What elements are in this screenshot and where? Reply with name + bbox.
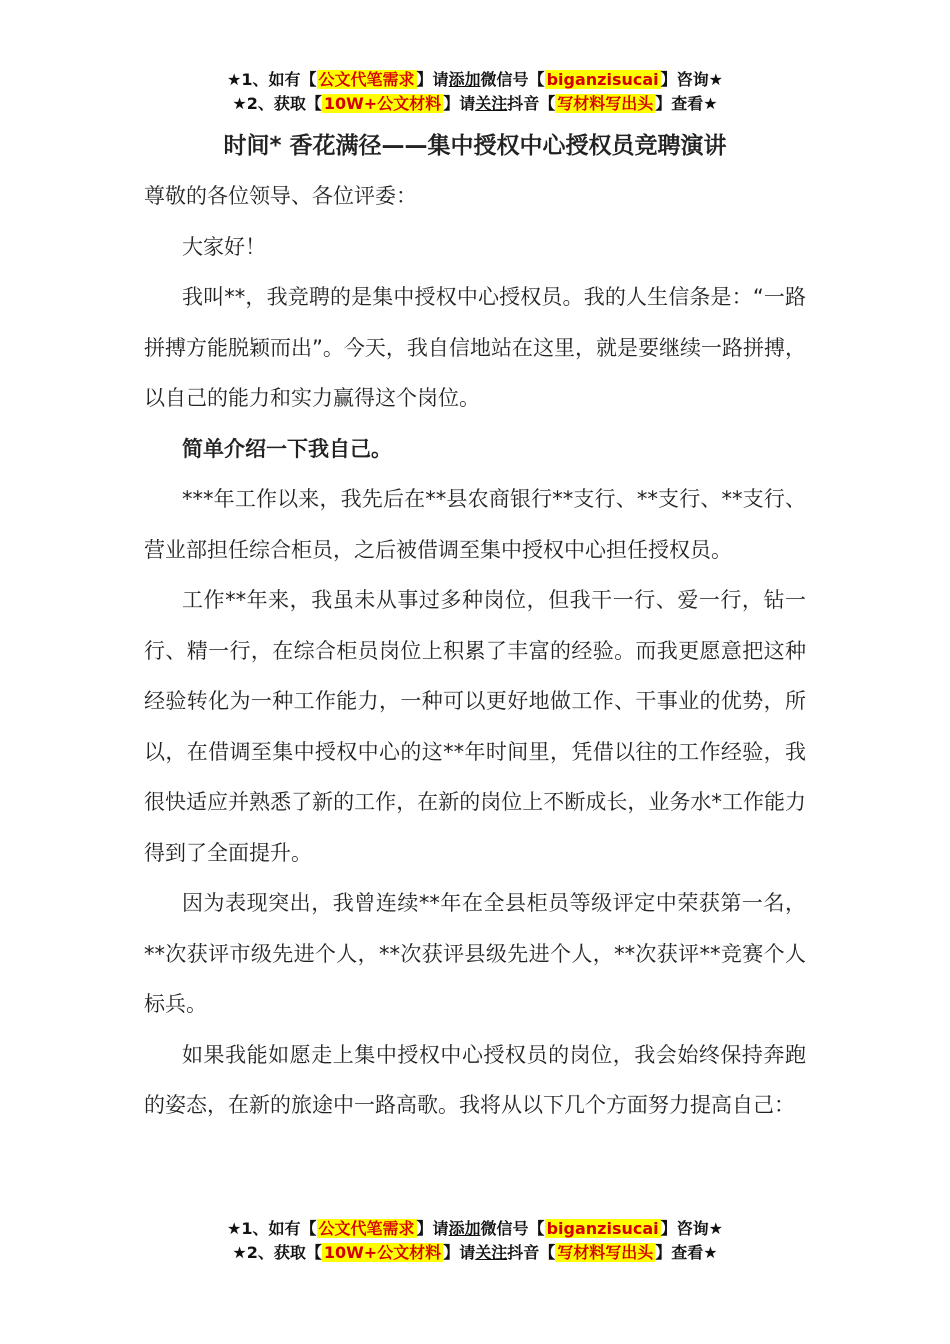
banner-text: 抖音【: [507, 1243, 556, 1262]
banner-underlined-text: 添加: [448, 1219, 481, 1238]
banner-text: 】请: [416, 1219, 449, 1238]
section-heading: 简单介绍一下我自己。: [182, 436, 392, 461]
banner-underlined-text: 关注: [475, 94, 508, 113]
salutation-paragraph: 尊敬的各位领导、各位评委：: [144, 184, 417, 208]
banner-text: 抖音【: [507, 94, 556, 113]
banner-text: 微信号【: [480, 70, 545, 89]
footer-banner: [0, 1217, 950, 1265]
body-paragraph: 因为表现突出，我曾连续**年在全县柜员等级评定中荣获第一名，**次获评市级先进个人，**次获评县级先进个人，**次获评**竞赛个人标兵。: [144, 891, 806, 1016]
banner-text: ★2、获取【: [232, 94, 322, 113]
banner-douyin-id: 写材料写出头: [557, 94, 654, 113]
document-body: [144, 171, 806, 1131]
banner-text: 】咨询★: [660, 1219, 723, 1238]
banner-text: 】查看★: [655, 94, 718, 113]
banner-highlight: 10W+公文材料: [323, 94, 442, 113]
banner-text: 】查看★: [655, 1243, 718, 1262]
body-paragraph: ***年工作以来，我先后在**县农商银行**支行、**支行、**支行、营业部担任综合柜员，之后被借调至集中授权中心担任授权员。: [144, 487, 806, 562]
banner-underlined-text: 添加: [448, 70, 481, 89]
banner-douyin-id: 写材料写出头: [557, 1243, 654, 1262]
banner-underlined-text: 关注: [475, 1243, 508, 1262]
banner-line-2: [0, 92, 950, 116]
banner-line-1: [0, 1217, 950, 1241]
body-paragraph: 工作**年来，我虽未从事过多种岗位，但我干一行、爱一行，钻一行、精一行，在综合柜员岗位上积累了丰富的经验。而我更愿意把这种经验转化为一种工作能力，一种可以更好地做工作、干事业的优势，所以，在借调至集中授权中心的这**年时间里，凭借以往的工作经验，我很快适应并熟悉了新的工作，在新的岗位上不断成长，业务水*工作能力得到了全面提升。: [144, 588, 806, 865]
banner-text: 】请: [416, 70, 449, 89]
banner-line-1: [0, 68, 950, 92]
banner-text: 】请: [443, 94, 476, 113]
banner-text: 】请: [443, 1243, 476, 1262]
banner-wechat-id: biganzisucai: [546, 1219, 659, 1238]
banner-text: 】咨询★: [660, 70, 723, 89]
banner-text: 微信号【: [480, 1219, 545, 1238]
banner-wechat-id: biganzisucai: [546, 70, 659, 89]
banner-highlight: 公文代笔需求: [318, 70, 415, 89]
greeting-paragraph: 大家好！: [182, 234, 266, 259]
banner-text: ★1、如有【: [227, 1219, 317, 1238]
body-paragraph: 如果我能如愿走上集中授权中心授权员的岗位，我会始终保持奔跑的姿态，在新的旅途中一路高歌。我将从以下几个方面努力提高自己：: [144, 1042, 806, 1117]
banner-highlight: 公文代笔需求: [318, 1219, 415, 1238]
body-paragraph: 我叫**，我竞聘的是集中授权中心授权员。我的人生信条是：“一路拼搏方能脱颖而出”。今天，我自信地站在这里，就是要继续一路拼搏，以自己的能力和实力赢得这个岗位。: [144, 285, 806, 410]
banner-line-2: [0, 1241, 950, 1265]
header-banner: [0, 68, 950, 116]
banner-text: ★2、获取【: [232, 1243, 322, 1262]
banner-text: ★1、如有【: [227, 70, 317, 89]
document-title: 时间* 香花满径——集中授权中心授权员竞聘演讲: [223, 133, 727, 159]
banner-highlight: 10W+公文材料: [323, 1243, 442, 1262]
